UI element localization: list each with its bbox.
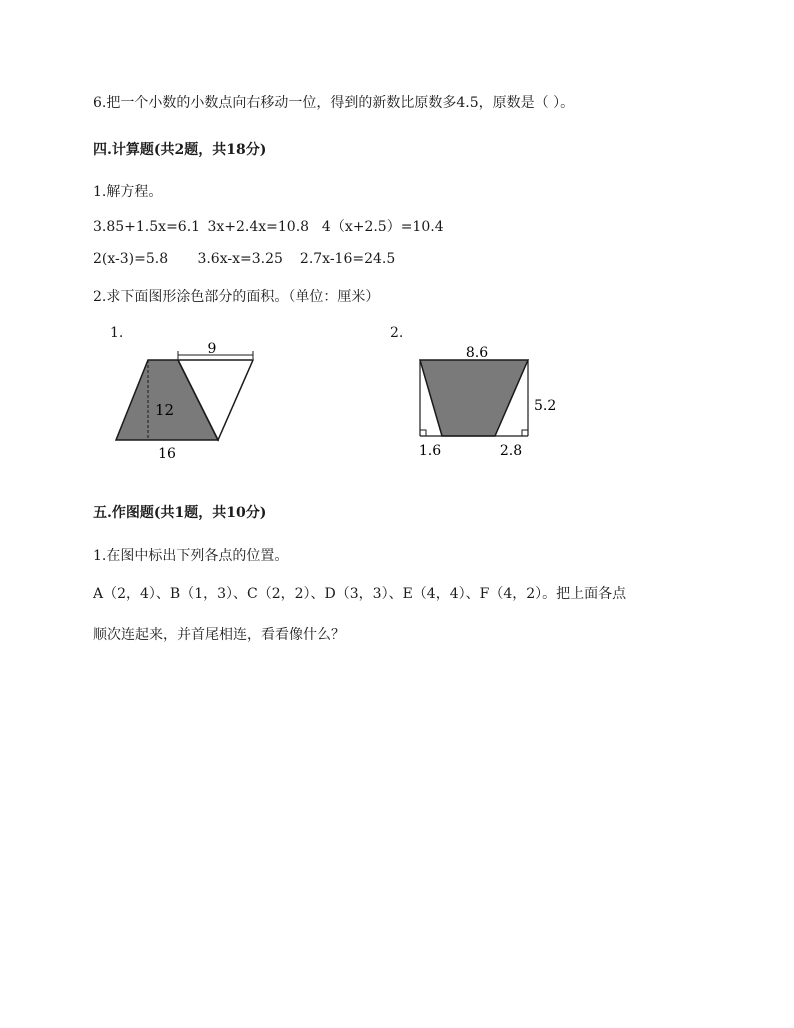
equation: 2.7x-16=24.5 bbox=[299, 251, 396, 267]
right-value: 2.8 bbox=[499, 443, 523, 459]
equation: 3.85+1.5x=6.1 bbox=[93, 219, 201, 235]
right-angle-mark-right bbox=[522, 430, 528, 436]
equation: 3x+2.4x=10.8 bbox=[207, 219, 310, 235]
section-4-heading: 四.计算题(共2题，共18分) bbox=[93, 142, 267, 158]
right-angle-mark-left bbox=[420, 430, 426, 436]
points-list: A（2，4）、B（1，3）、C（2，2）、D（3，3）、E（4，4）、F（4，2）。把上面各点 bbox=[93, 586, 627, 602]
shaded-trapezoid bbox=[420, 360, 528, 436]
height-value: 12 bbox=[155, 401, 175, 419]
figure-2-label: 2. bbox=[390, 325, 404, 341]
base-value: 16 bbox=[158, 446, 176, 462]
figure-1-label: 1. bbox=[110, 325, 124, 341]
question-5-1-title: 1.在图中标出下列各点的位置。 bbox=[93, 548, 289, 564]
question-2-title: 2.求下面图形涂色部分的面积。（单位：厘米） bbox=[93, 289, 380, 305]
equation: 4（x+2.5）=10.4 bbox=[321, 219, 444, 235]
top-value: 8.6 bbox=[465, 345, 489, 361]
top-value: 9 bbox=[207, 341, 217, 357]
section-5-heading: 五.作图题(共1题，共10分) bbox=[93, 505, 267, 521]
shaded-trapezoid bbox=[116, 360, 218, 440]
equation: 3.6x-x=3.25 bbox=[197, 251, 283, 267]
figure-2-diagram bbox=[410, 340, 570, 465]
height-value: 5.2 bbox=[534, 398, 557, 414]
points-instruction: 顺次连起来，并首尾相连，看看像什么？ bbox=[93, 627, 345, 643]
left-value: 1.6 bbox=[418, 443, 442, 459]
equation-row-1 bbox=[93, 216, 444, 236]
question-1-title: 1.解方程。 bbox=[93, 184, 163, 200]
question-6-text: 6.把一个小数的小数点向右移动一位，得到的新数比原数多4.5，原数是（ ）。 bbox=[93, 95, 575, 111]
equation-row-2 bbox=[93, 251, 395, 267]
equation: 2(x-3)=5.8 bbox=[93, 251, 169, 267]
figure-1-diagram bbox=[100, 340, 270, 470]
